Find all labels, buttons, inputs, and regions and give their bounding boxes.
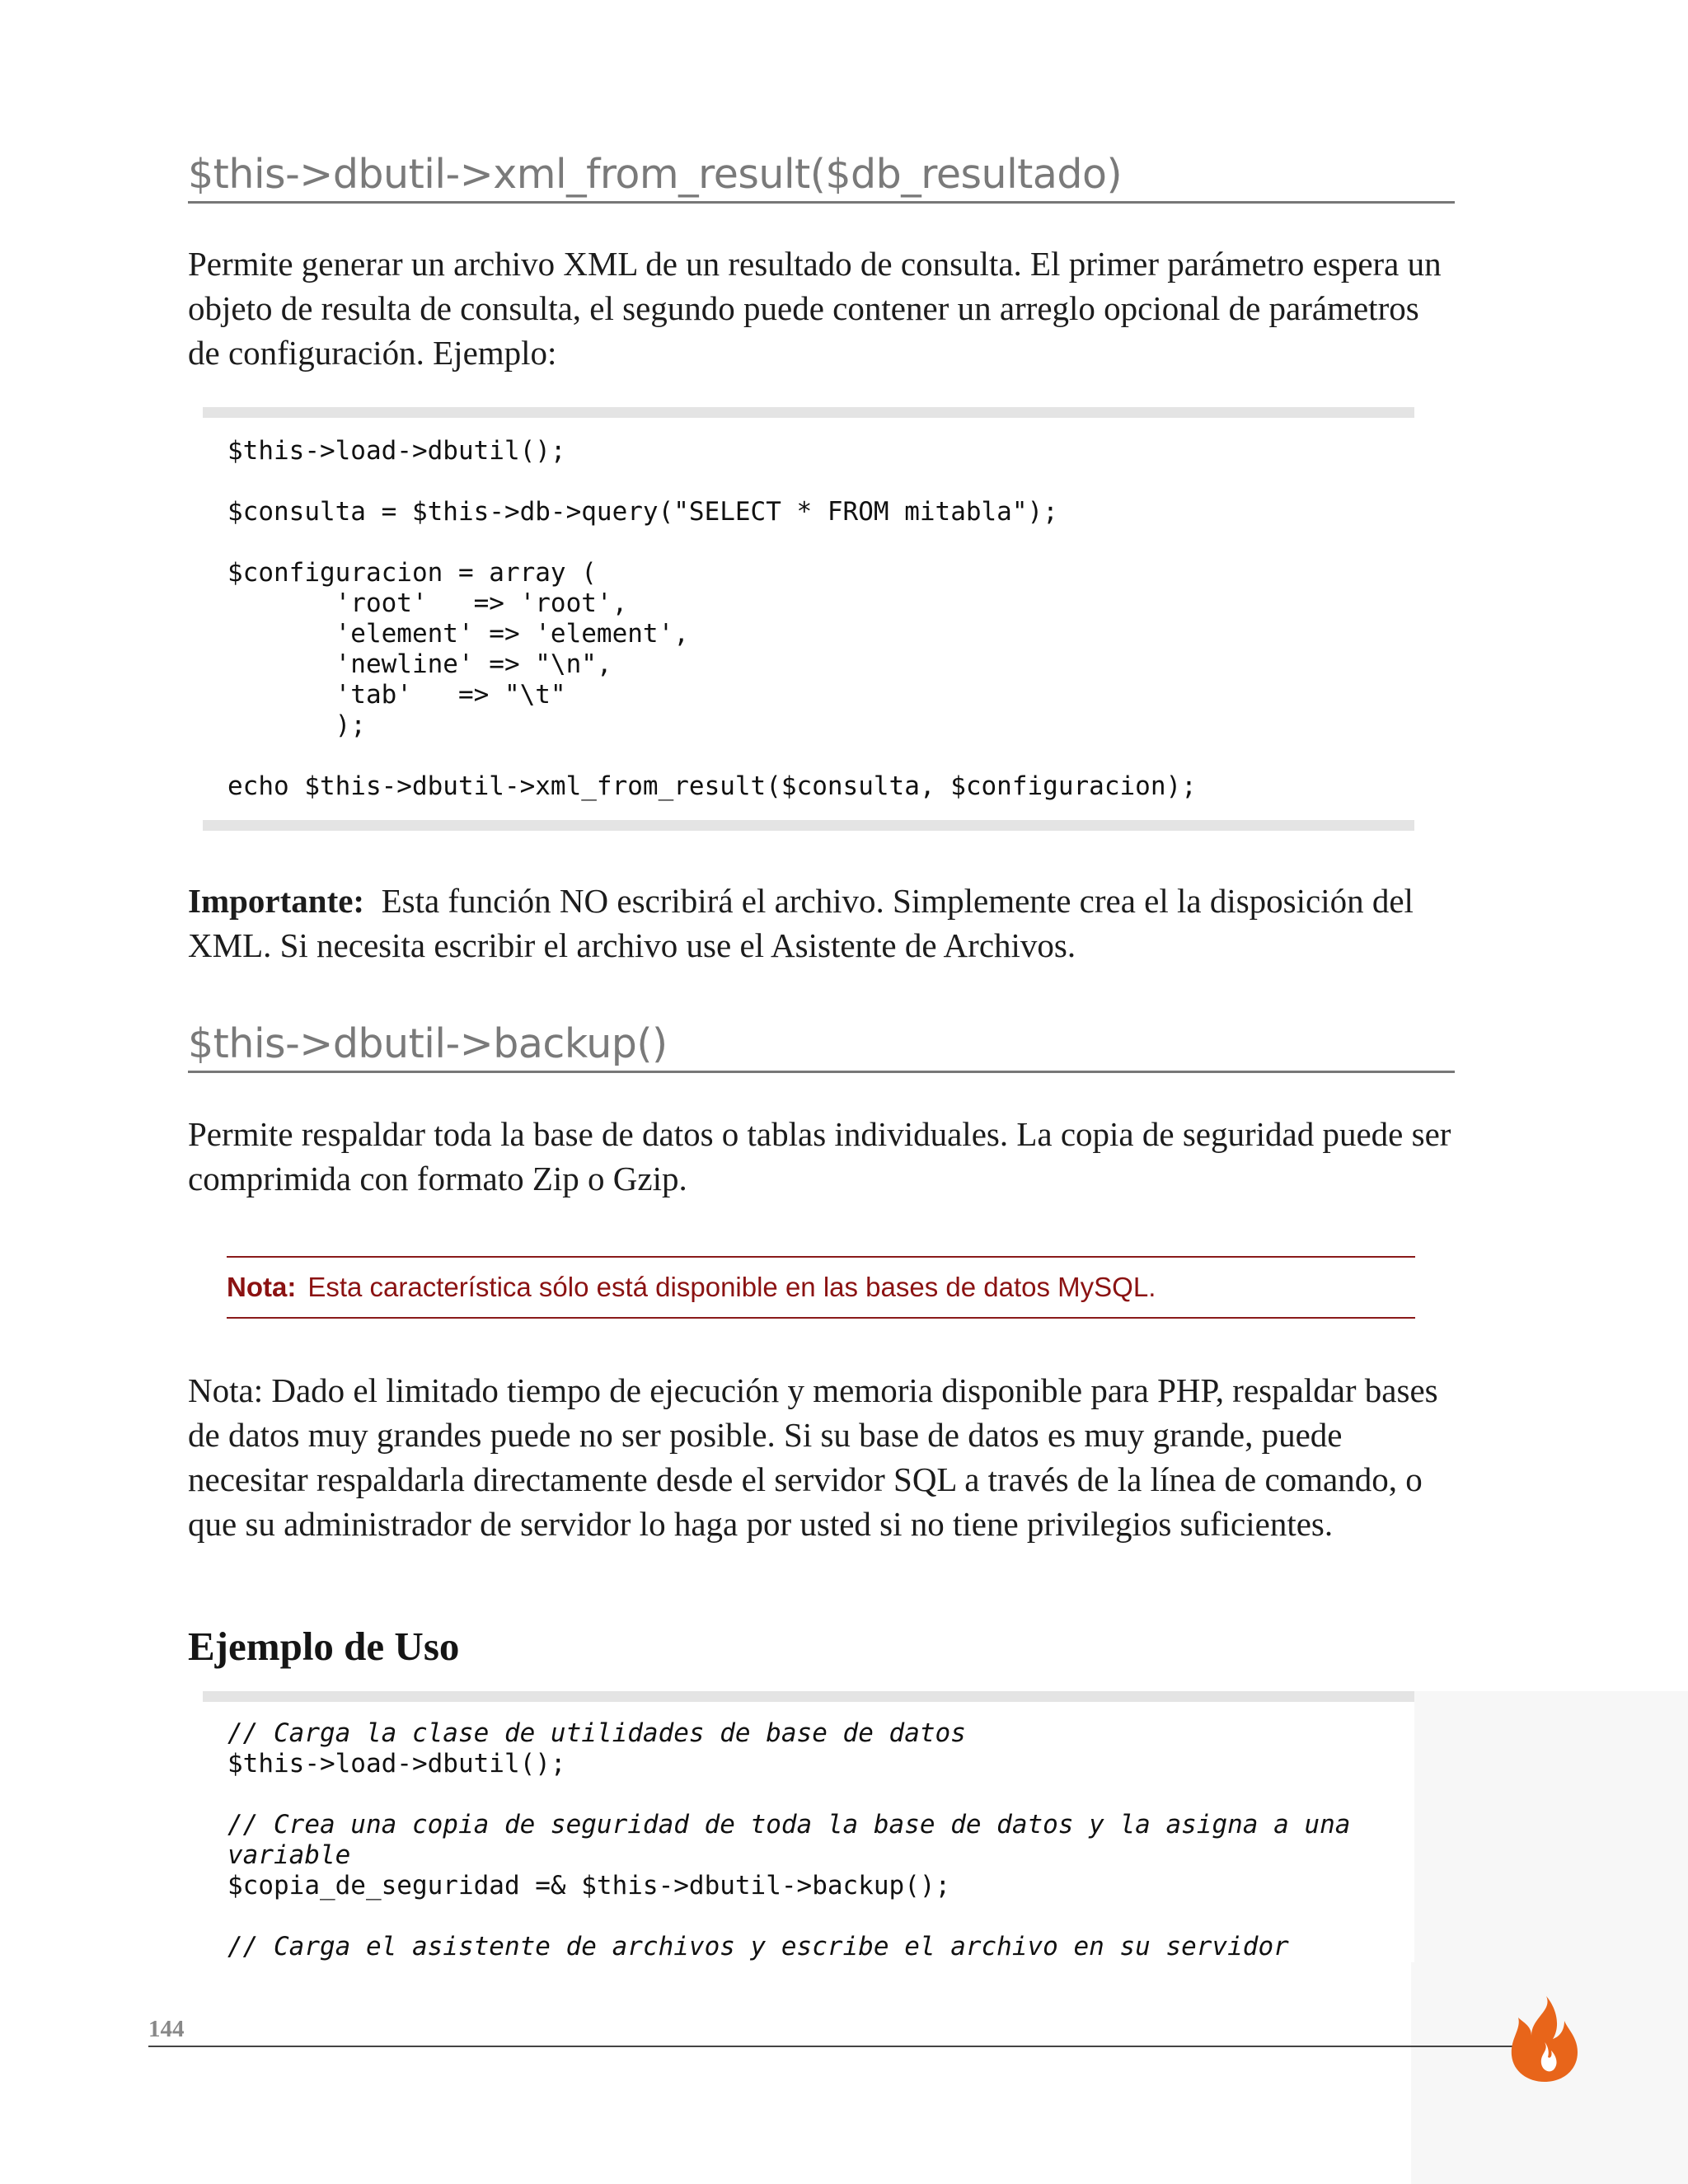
backup-code-text xyxy=(203,1718,1414,1962)
page-number: 144 xyxy=(148,2016,185,2042)
usage-example-heading: Ejemplo de Uso xyxy=(188,1624,460,1669)
important-paragraph xyxy=(188,879,1457,968)
xml-code-text: $this->load->dbutil(); $consulta = $this->db->query("SELECT * FROM mitabla"); $configuracion = array ( 'root' => 'root', 'element' => 'element', 'newline' => "\n", 'tab' => "\t" ); echo $this->dbutil->xml_from_result($consulta, $configuracion); xyxy=(227,436,1197,801)
code-line-backup: $copia_de_seguridad =& $this->dbutil->backup(); xyxy=(227,1871,951,1900)
section-heading-backup: $this->dbutil->backup() xyxy=(188,1019,1455,1073)
note-text: Esta característica sólo está disponible en las bases de datos MySQL. xyxy=(307,1272,1156,1302)
important-text: Esta función NO escribirá el archivo. Simplemente crea el la disposición del XML. Si necesita escribir el archivo use el Asistente de Archivos. xyxy=(188,882,1414,964)
footer-rule xyxy=(148,2046,1517,2047)
backup-code-example xyxy=(203,1691,1414,1962)
backup-description-paragraph: Permite respaldar toda la base de datos o tablas individuales. La copia de seguridad puede ser comprimida con formato Zip o Gzip. xyxy=(188,1115,1451,1197)
backup-limits-paragraph: Nota: Dado el limitado tiempo de ejecución y memoria disponible para PHP, respaldar bases de datos muy grandes puede no ser posible. Si su base de datos es muy grande, puede necesitar respaldarla directamente desde el servidor SQL a través de la línea de comando, o que su administrador de servidor lo haga por usted si no tiene privilegios suficientes. xyxy=(188,1371,1438,1543)
flame-logo-icon xyxy=(1507,1993,1581,2083)
code-comment-backup: // Crea una copia de seguridad de toda la base de datos y la asigna a una variable xyxy=(227,1810,1351,1870)
code-comment-file-helper: // Carga el asistente de archivos y escribe el archivo en su servidor xyxy=(227,1932,1289,1961)
code-line-load: $this->load->dbutil(); xyxy=(227,1749,566,1779)
important-label: Importante: xyxy=(188,882,365,920)
note-label: Nota: xyxy=(227,1272,297,1302)
section-heading-xml-from-result: $this->dbutil->xml_from_result($db_resultado) xyxy=(188,150,1455,204)
code-comment-load: // Carga la clase de utilidades de base de datos xyxy=(227,1718,966,1748)
xml-description-paragraph: Permite generar un archivo XML de un resultado de consulta. El primer parámetro espera un objeto de resulta de consulta, el segundo puede contener un arreglo opcional de parámetros de configuración. Ejemplo: xyxy=(188,245,1442,372)
xml-code-example xyxy=(203,407,1414,831)
page-margin-shade xyxy=(1411,1691,1688,2184)
mysql-note-box xyxy=(227,1256,1415,1319)
